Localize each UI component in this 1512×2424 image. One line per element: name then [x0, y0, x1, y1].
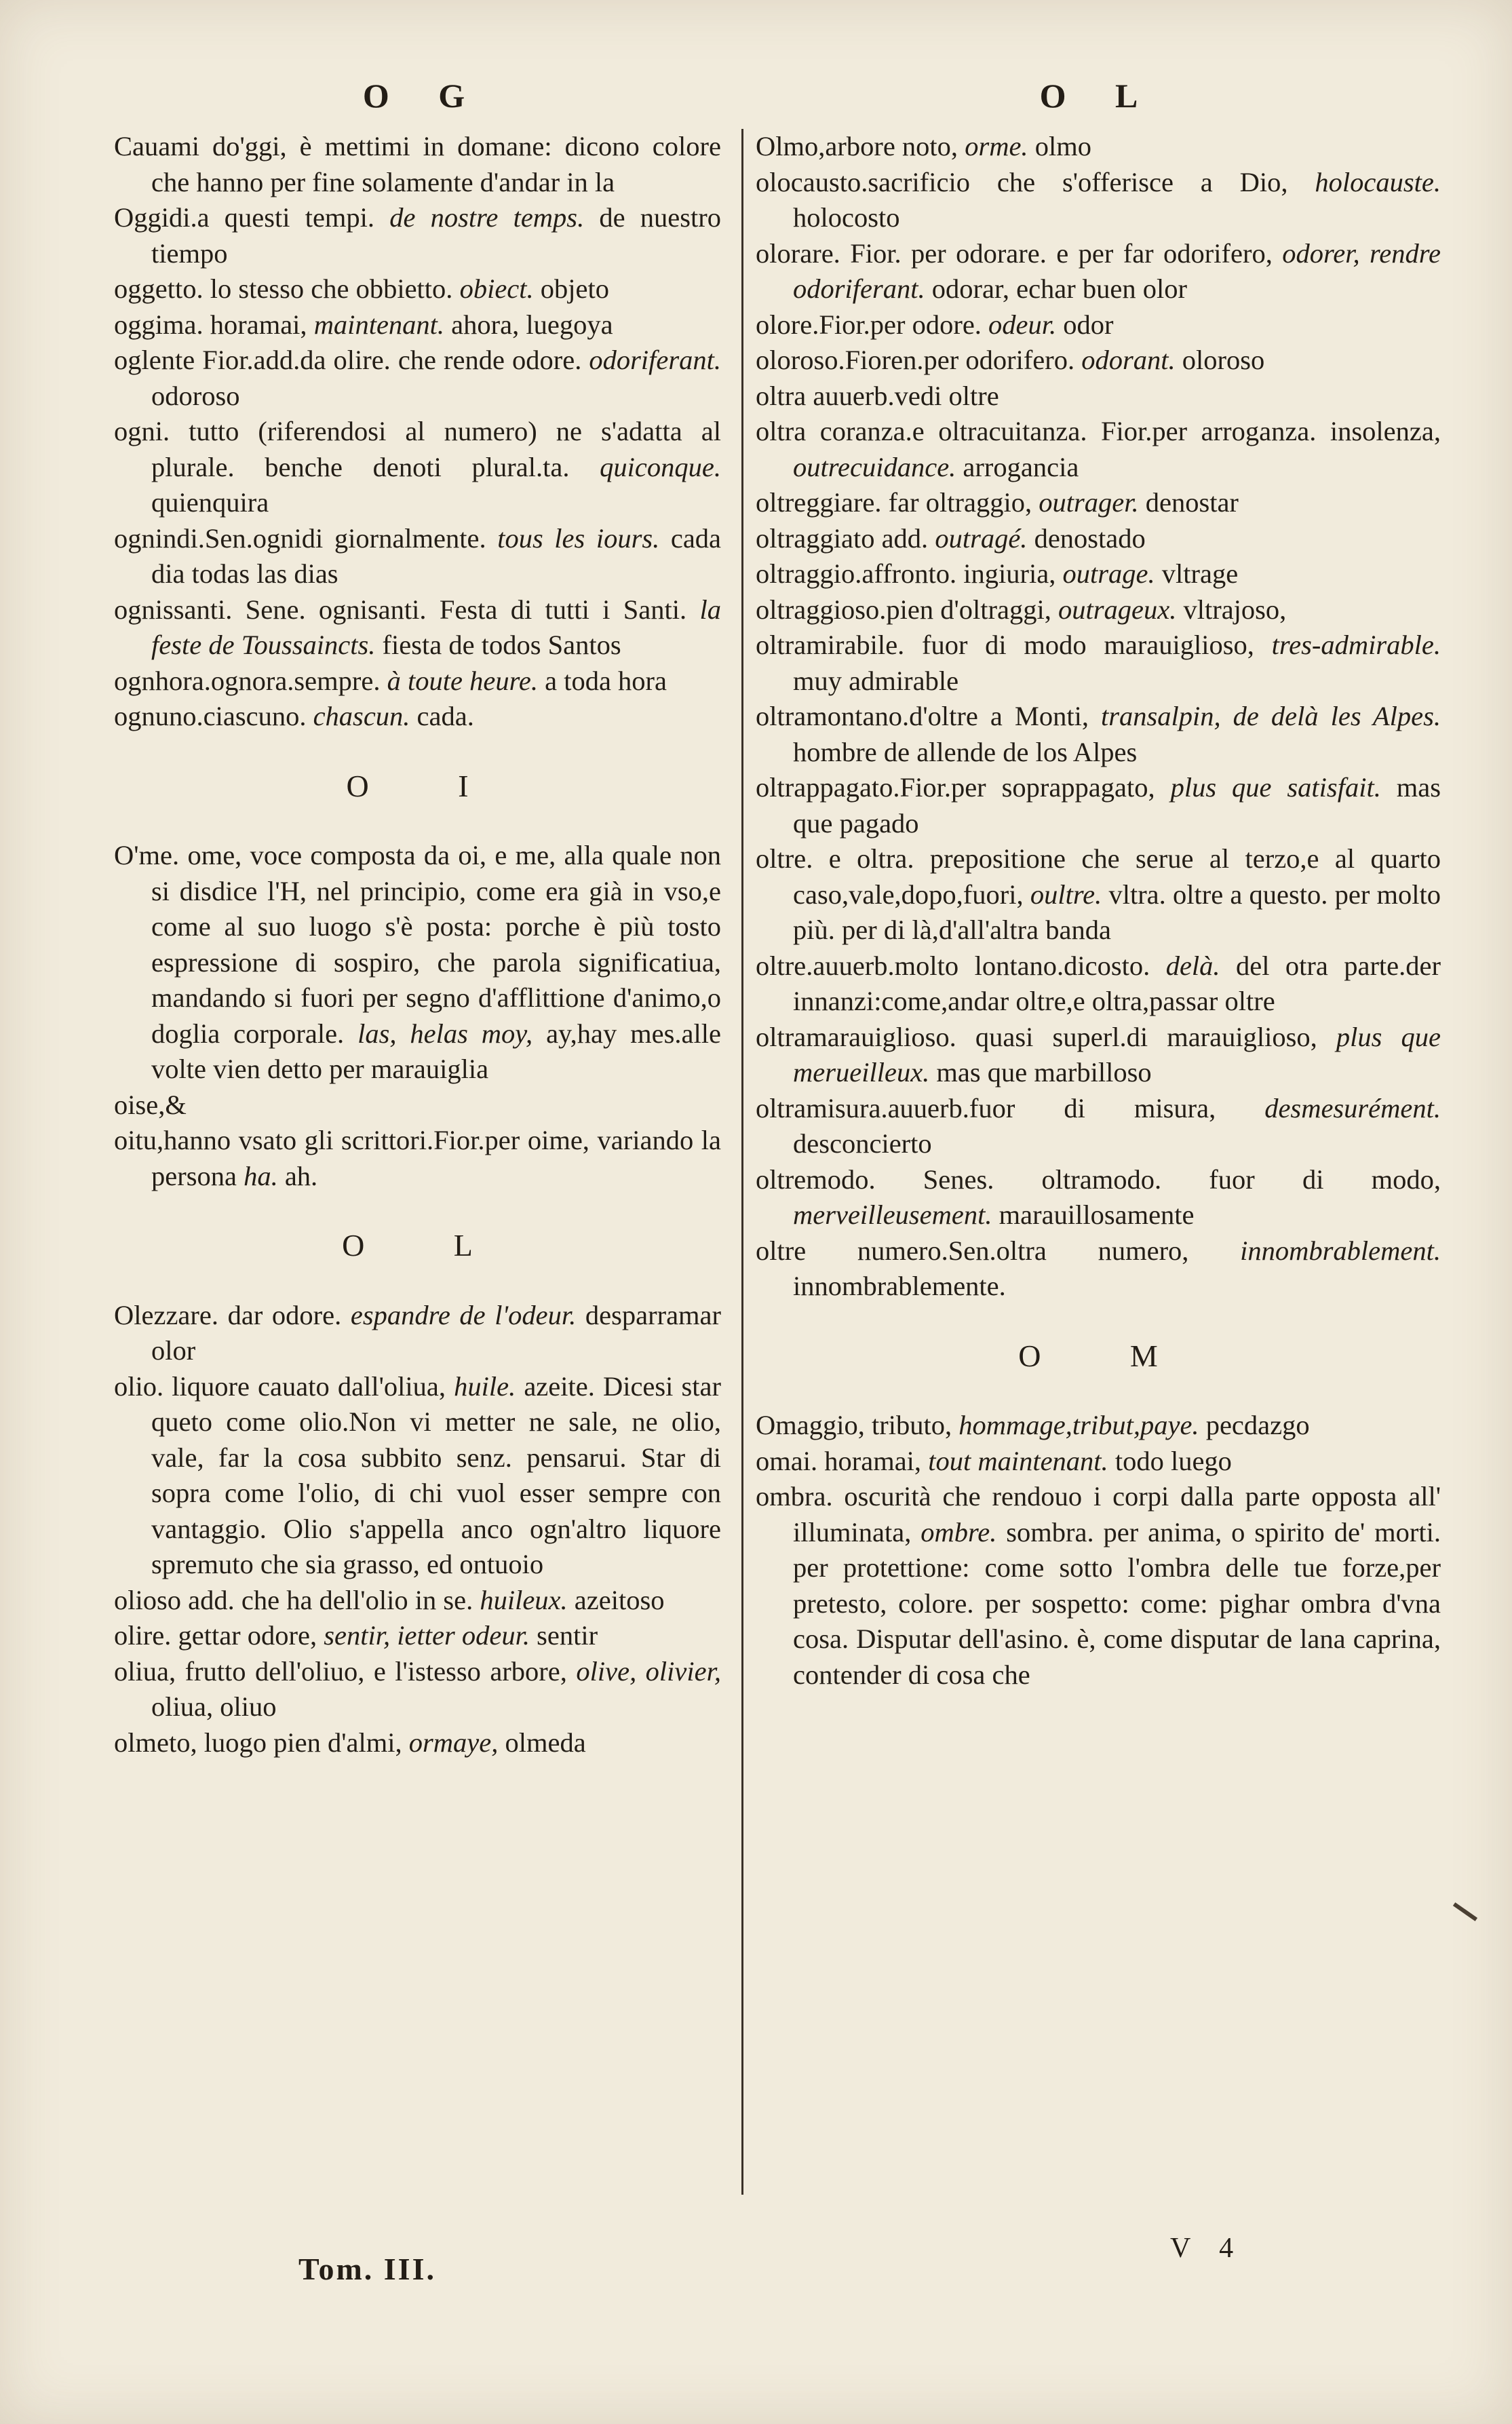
dictionary-entry: [114, 1618, 721, 1654]
headword-gloss: olioso add. che ha dell'olio in se.: [114, 1584, 473, 1615]
headword-gloss: ognindi.Sen.ognidi giornalmente.: [114, 522, 486, 554]
french-equivalent: oultre.: [1030, 879, 1102, 910]
headword-gloss: Omaggio, tributo,: [756, 1410, 952, 1440]
french-equivalent: odorer, rendre odoriferant.: [793, 237, 1441, 304]
og-entry-list: [114, 129, 721, 735]
spanish-equivalent: odorar, echar buen olor: [931, 273, 1187, 304]
dictionary-entry: [114, 1298, 721, 1369]
spanish-equivalent: marauillosamente: [999, 1199, 1195, 1230]
headword-gloss: ombra. oscurità che rendouo i corpi dalla parte opposta all' illuminata,: [756, 1481, 1441, 1547]
french-equivalent: tres-admirable.: [1271, 630, 1441, 660]
dictionary-entry: [114, 1088, 721, 1123]
spanish-equivalent: pecdazgo: [1205, 1410, 1310, 1440]
french-equivalent: à toute heure.: [387, 665, 538, 696]
spanish-equivalent: innombrablemente.: [793, 1271, 1006, 1301]
headword-gloss: oggima. horamai,: [114, 309, 307, 340]
headword-gloss: oltraggio.affronto. ingiuria,: [756, 558, 1056, 589]
headword-gloss: oltremodo. Senes. oltramodo. fuor di modo,: [756, 1163, 1441, 1195]
dictionary-entry: [114, 663, 721, 699]
spanish-equivalent: vltra. oltre a questo. per molto più. per di là,d'all'altra banda: [793, 879, 1441, 945]
spanish-equivalent: mas que pagado: [793, 772, 1441, 839]
french-equivalent: plus que satisfait.: [1170, 772, 1381, 803]
spanish-equivalent: azeitoso: [574, 1584, 665, 1615]
dictionary-entry: [114, 1369, 721, 1583]
headword-gloss: olore.Fior.per odore.: [756, 309, 982, 340]
headword-gloss: oltra auuerb.vedi oltre: [756, 380, 999, 411]
french-equivalent: transalpin, de delà les Alpes.: [1101, 701, 1441, 731]
headword-gloss: oltre.auuerb.molto lontano.dicosto.: [756, 950, 1150, 981]
headword-gloss: Olezzare. dar odore.: [114, 1299, 342, 1330]
dictionary-entry: [756, 414, 1441, 485]
dictionary-entry: [756, 699, 1441, 770]
french-equivalent: odeur.: [988, 309, 1057, 340]
spanish-equivalent: denostado: [1034, 522, 1146, 554]
french-equivalent: espandre de l'odeur.: [350, 1299, 577, 1330]
spanish-equivalent: vltrajoso,: [1183, 594, 1287, 625]
french-equivalent: sentir, ietter odeur.: [324, 1620, 530, 1651]
spanish-equivalent: vltrage: [1161, 558, 1239, 589]
ink-mark: [1453, 1902, 1477, 1921]
section-head-om: O M: [1018, 1338, 1199, 1373]
dictionary-entry: [114, 1123, 721, 1194]
dictionary-entry: [756, 1444, 1441, 1480]
french-equivalent: olive, olivier,: [576, 1655, 722, 1687]
headword-gloss: ognhora.ognora.sempre.: [114, 665, 381, 696]
headword-gloss: oltreggiare. far oltraggio,: [756, 487, 1032, 518]
spanish-equivalent: desconcierto: [793, 1128, 932, 1159]
dictionary-entry: [756, 770, 1441, 841]
headword-gloss: Oggidi.a questi tempi.: [114, 202, 375, 233]
dictionary-entry: [756, 948, 1441, 1020]
dictionary-entry: [114, 699, 721, 735]
french-equivalent: outrecuidance.: [793, 451, 956, 482]
dictionary-entry: [756, 343, 1441, 379]
dictionary-entry: [756, 1091, 1441, 1162]
spanish-equivalent: del otra parte.der innanzi:come,andar oltre,e oltra,passar oltre: [793, 950, 1441, 1016]
spanish-equivalent: olmo: [1034, 131, 1091, 161]
french-equivalent: huileux.: [480, 1584, 568, 1615]
french-equivalent: odorant.: [1081, 345, 1176, 375]
dictionary-entry: [756, 1479, 1441, 1693]
dictionary-entry: [114, 414, 721, 521]
french-equivalent: tout maintenant.: [928, 1445, 1108, 1476]
headword-gloss: oltra coranza.e oltracuitanza. Fior.per arroganza. insolenza,: [756, 416, 1441, 446]
spanish-equivalent: cada.: [416, 701, 474, 731]
headword-gloss: ognissanti. Sene. ognisanti. Festa di tutti i Santi.: [114, 594, 687, 625]
headword-gloss: Olmo,arbore noto,: [756, 131, 958, 161]
dictionary-entry: [114, 129, 721, 200]
dictionary-entry: [756, 1233, 1441, 1305]
spanish-equivalent: holocosto: [793, 202, 900, 233]
headword-gloss: olocausto.sacrificio che s'offerisce a Dio,: [756, 166, 1288, 197]
spanish-equivalent: azeite. Dicesi star queto come olio.Non vi metter ne sale, ne olio, vale, far la cosa subbito senz. pensarui. Star di sopra come l'olio, di chi vuol esser sempre con vantaggio. Olio s'appella anco ogn'altro liquore spremuto che sia grasso, ed ontuoio: [151, 1370, 721, 1579]
spanish-equivalent: sentir: [537, 1620, 598, 1651]
dictionary-entry: [114, 592, 721, 663]
dictionary-entry: [114, 200, 721, 271]
running-head-right: O L: [1039, 77, 1159, 115]
dictionary-entry: [756, 628, 1441, 699]
french-equivalent: tous les iours.: [497, 522, 660, 554]
headword-gloss: oglente Fior.add.da olire. che rende odore.: [114, 345, 582, 375]
spanish-equivalent: sombra. per anima, o spirito de' morti. per protettione: come sotto l'ombra delle tue forze,per pretesto, colore. per sospetto: come: pighar ombra d'vna cosa. Disputar dell'asino. è, come disputar de lana caprina, contender di cosa che: [793, 1516, 1441, 1690]
dictionary-entry: [756, 165, 1441, 236]
french-equivalent: delà.: [1165, 950, 1220, 981]
headword-gloss: oltramarauiglioso. quasi superl.di marauiglioso,: [756, 1021, 1317, 1052]
dictionary-entry: [114, 1725, 721, 1761]
headword-gloss: oggetto. lo stesso che obbietto.: [114, 273, 453, 304]
french-equivalent: odoriferant.: [589, 345, 721, 375]
headword-gloss: olire. gettar odore,: [114, 1620, 317, 1651]
headword-gloss: oltraggioso.pien d'oltraggi,: [756, 594, 1051, 625]
headword-gloss: oltramirabile. fuor di modo marauiglioso,: [756, 630, 1254, 660]
signature-mark-volume: Tom. III.: [298, 2252, 436, 2286]
french-equivalent: desmesurément.: [1264, 1092, 1441, 1123]
spanish-equivalent: objeto: [540, 273, 610, 304]
headword-gloss: oliua, frutto dell'oliuo, e l'istesso arbore,: [114, 1655, 567, 1687]
headword-gloss: omai. horamai,: [756, 1445, 922, 1476]
headword-gloss: olio. liquore cauato dall'oliua,: [114, 1370, 446, 1402]
dictionary-entry: [114, 838, 721, 1088]
spanish-equivalent: oliua, oliuo: [151, 1691, 277, 1722]
right-column: [756, 129, 1441, 1693]
headword-gloss: olorare. Fior. per odorare. e per far odorifero,: [756, 237, 1273, 269]
headword-gloss: oltramisura.auuerb.fuor di misura,: [756, 1092, 1216, 1123]
french-equivalent: ha.: [244, 1160, 278, 1191]
spanish-equivalent: todo luego: [1114, 1445, 1232, 1476]
french-equivalent: outrager.: [1039, 487, 1139, 518]
headword-gloss: oltramontano.d'oltre a Monti,: [756, 701, 1089, 731]
headword-gloss: oloroso.Fioren.per odorifero.: [756, 345, 1075, 375]
spanish-equivalent: ah.: [284, 1160, 318, 1191]
column-divider: [741, 129, 743, 2195]
spanish-equivalent: de nuestro tiempo: [151, 202, 722, 269]
headword-gloss: Cauami do'ggi, è mettimi in domane: dicono colore che hanno per fine solamente d'andar in la: [114, 131, 721, 197]
dictionary-entry: [756, 307, 1441, 343]
headword-gloss: oltrappagato.Fior.per soprappagato,: [756, 772, 1155, 803]
dictionary-entry: [114, 343, 721, 414]
french-equivalent: las, helas moy,: [357, 1018, 533, 1049]
headword-gloss: ognuno.ciascuno.: [114, 701, 307, 731]
spanish-equivalent: oloroso: [1182, 345, 1265, 375]
spanish-equivalent: olmeda: [505, 1727, 586, 1758]
om-entry-list: [756, 1408, 1441, 1693]
spanish-equivalent: muy admirable: [793, 665, 959, 696]
french-equivalent: holocauste.: [1315, 166, 1441, 197]
spanish-equivalent: arrogancia: [963, 451, 1079, 482]
oi-entry-list: [114, 838, 721, 1194]
spanish-equivalent: fiesta de todos Santos: [382, 630, 621, 660]
headword-gloss: oltre numero.Sen.oltra numero,: [756, 1235, 1189, 1266]
french-equivalent: huile.: [454, 1370, 516, 1402]
french-equivalent: merveilleusement.: [793, 1199, 992, 1230]
dictionary-entry: [114, 521, 721, 592]
french-equivalent: outragé.: [935, 522, 1028, 554]
dictionary-entry: [114, 271, 721, 307]
ol-entry-list-continued: [756, 129, 1441, 1305]
dictionary-entry: [756, 592, 1441, 628]
french-equivalent: de nostre temps.: [389, 202, 585, 233]
headword-gloss: oitu,hanno vsato gli scrittori.Fior.per oime, variando la persona: [114, 1125, 721, 1191]
spanish-equivalent: odoroso: [151, 380, 240, 411]
french-equivalent: ormaye,: [408, 1727, 499, 1758]
french-equivalent: ombre.: [920, 1516, 997, 1547]
spanish-equivalent: hombre de allende de los Alpes: [793, 736, 1138, 767]
spanish-equivalent: a toda hora: [545, 665, 667, 696]
french-equivalent: hommage,tribut,paye.: [958, 1410, 1199, 1440]
dictionary-entry: [756, 556, 1441, 592]
spanish-equivalent: denostar: [1145, 487, 1239, 518]
spanish-equivalent: mas que marbilloso: [936, 1057, 1152, 1088]
dictionary-entry: [756, 1162, 1441, 1233]
section-head-oi: O I: [346, 768, 509, 803]
french-equivalent: quiconque.: [600, 451, 722, 482]
french-equivalent: la feste de Toussaincts.: [151, 594, 721, 660]
headword-gloss: oltraggiato add.: [756, 522, 929, 554]
spanish-equivalent: quienquira: [151, 487, 269, 518]
french-equivalent: chascun.: [313, 701, 410, 731]
spanish-equivalent: ahora, luegoya: [451, 309, 613, 340]
dictionary-entry: [114, 1583, 721, 1619]
section-head-ol: O L: [342, 1228, 513, 1263]
french-equivalent: outrage.: [1062, 558, 1155, 589]
dictionary-entry: [756, 1020, 1441, 1091]
french-equivalent: innombrablement.: [1240, 1235, 1441, 1266]
spanish-equivalent: ay,hay mes.alle volte vien detto per marauiglia: [151, 1018, 722, 1084]
spanish-equivalent: desparramar olor: [151, 1299, 722, 1366]
dictionary-entry: [756, 521, 1441, 557]
french-equivalent: maintenant.: [313, 309, 445, 340]
headword-gloss: olmeto, luogo pien d'almi,: [114, 1727, 402, 1758]
headword-gloss: oltre. e oltra. prepositione che serue al terzo,e al quarto caso,vale,dopo,fuori,: [756, 843, 1441, 910]
dictionary-entry: [114, 307, 721, 343]
headword-gloss: oise,&: [114, 1089, 187, 1120]
headword-gloss: ogni. tutto (riferendosi al numero) ne s'adatta al plurale. benche denoti plural.ta.: [114, 416, 721, 482]
left-column: [114, 129, 721, 1761]
french-equivalent: obiect.: [459, 273, 534, 304]
spanish-equivalent: cada dia todas las dias: [151, 522, 722, 589]
dictionary-entry: [756, 379, 1441, 415]
french-equivalent: outrageux.: [1058, 594, 1177, 625]
dictionary-entry: [756, 1408, 1441, 1444]
dictionary-entry: [756, 485, 1441, 521]
dictionary-entry: [756, 841, 1441, 948]
ol-entry-list: [114, 1298, 721, 1761]
dictionary-entry: [114, 1654, 721, 1725]
french-equivalent: orme.: [965, 131, 1028, 161]
dictionary-entry: [756, 129, 1441, 165]
spanish-equivalent: odor: [1063, 309, 1114, 340]
running-head-left: O G: [362, 77, 486, 115]
dictionary-entry: [756, 236, 1441, 307]
signature-mark-gathering: V 4: [1170, 2233, 1245, 2264]
headword-gloss: O'me. ome, voce composta da oi, e me, alla quale non si disdice l'H, nel principio, come era già in vso,e come al suo luogo s'è posta: porche è più tosto espressione di sospiro, che parola significatiua, mandando si fuori per segno d'afflittione d'animo,o doglia corporale.: [114, 840, 721, 1049]
french-equivalent: plus que merueilleux.: [793, 1021, 1441, 1088]
